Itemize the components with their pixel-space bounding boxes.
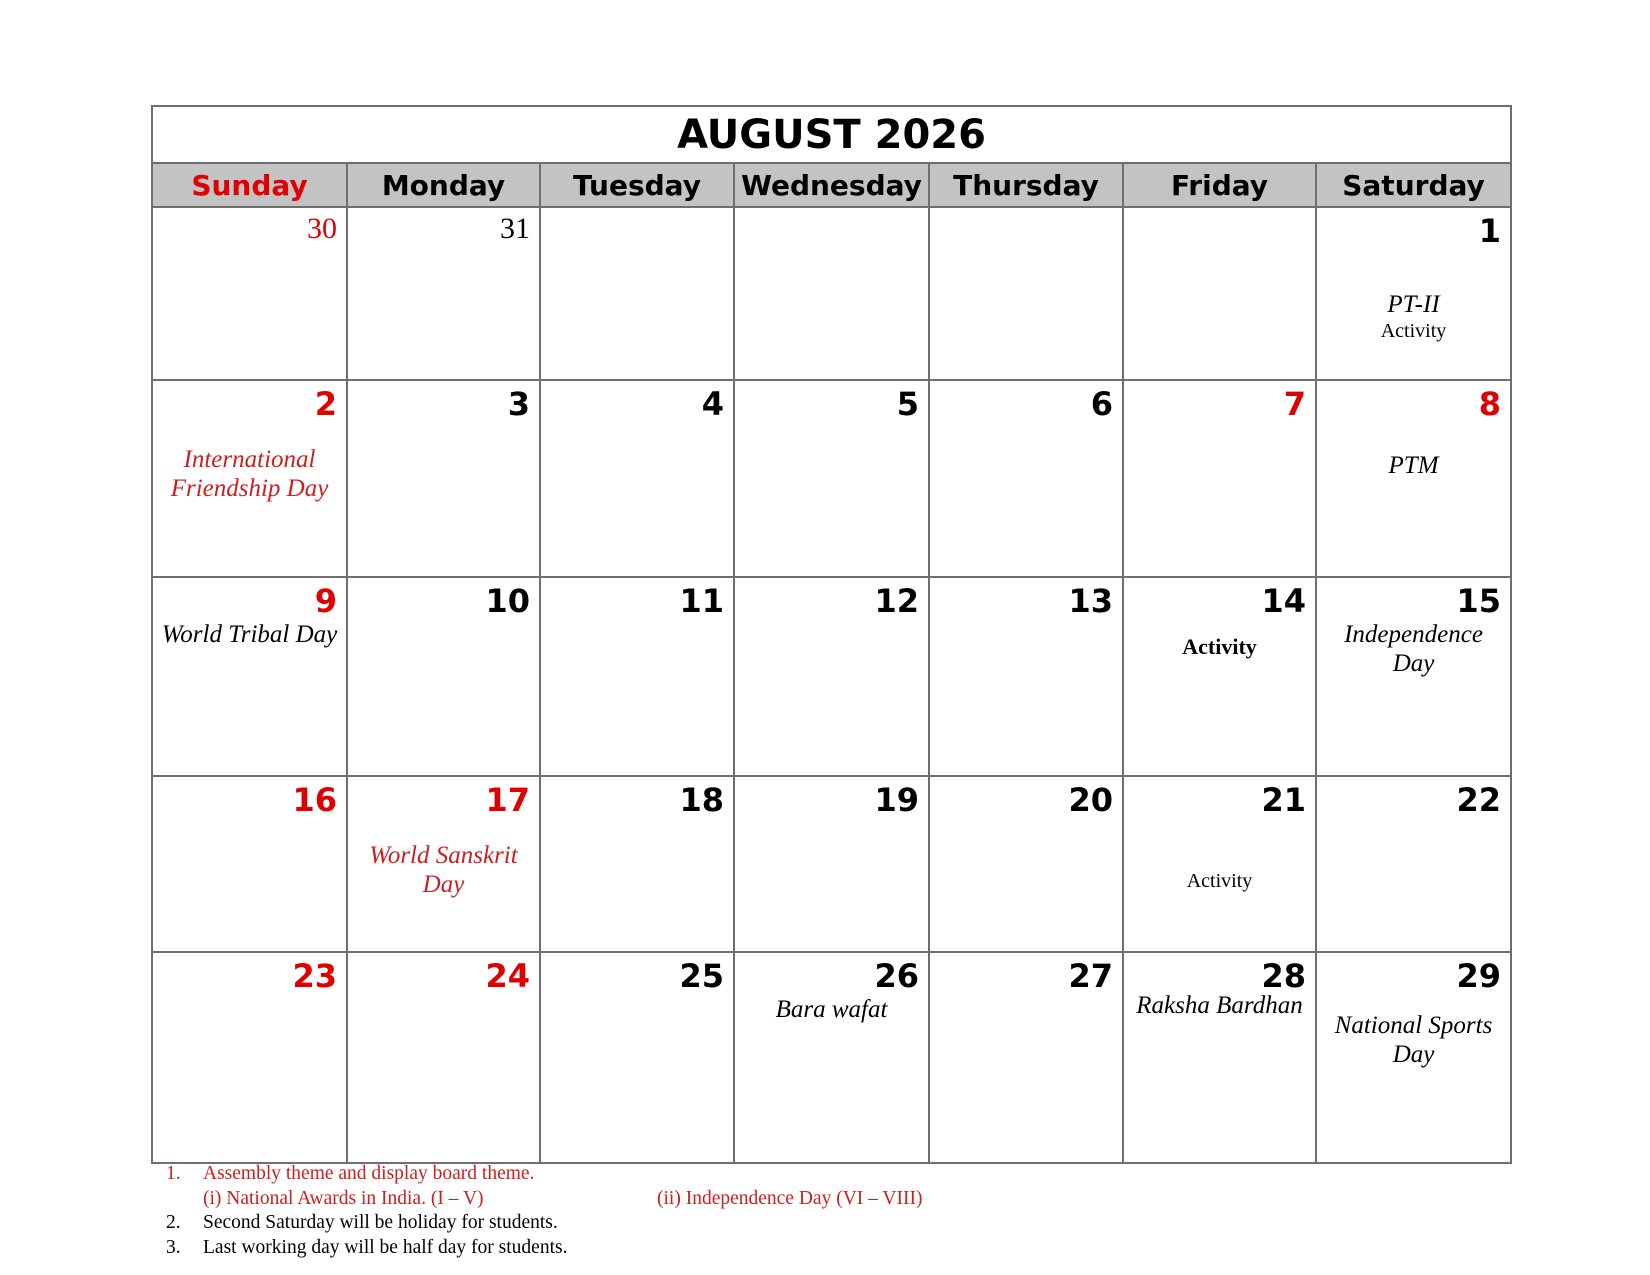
day-cell — [1123, 380, 1316, 577]
day-number — [930, 208, 1122, 212]
day-cell — [1316, 380, 1511, 577]
day-number: 5 — [896, 385, 919, 423]
event-label: PT-II — [1387, 291, 1440, 318]
day-number: 12 — [874, 582, 919, 620]
day-number: 13 — [1068, 582, 1113, 620]
week-row — [152, 207, 1511, 380]
weekday-friday: Friday — [1123, 163, 1316, 207]
day-cell — [1123, 952, 1316, 1163]
note-number: 1. — [166, 1163, 181, 1184]
day-cell — [734, 380, 929, 577]
day-cell — [734, 577, 929, 776]
event-label: National Sports Day — [1334, 1012, 1493, 1068]
note-3 — [166, 1236, 1466, 1261]
weekday-monday: Monday — [347, 163, 540, 207]
day-cell — [734, 952, 929, 1163]
day-cell — [929, 577, 1123, 776]
note-sub-item-1: (i) National Awards in India. (I – V) — [203, 1187, 484, 1209]
weekday-sunday: Sunday — [152, 163, 347, 207]
day-cell — [1316, 207, 1511, 380]
day-number: 16 — [292, 781, 337, 819]
note-text: Assembly theme and display board theme. — [203, 1163, 535, 1184]
event-label: Activity — [1186, 870, 1253, 892]
week-row — [152, 577, 1511, 776]
day-cell — [347, 380, 540, 577]
day-cell — [540, 577, 734, 776]
day-cell — [347, 207, 540, 380]
day-cell — [540, 207, 734, 380]
day-number: 22 — [1456, 781, 1502, 819]
day-number: 27 — [1068, 957, 1113, 995]
weekday-saturday: Saturday — [1316, 163, 1511, 207]
event-label: Activity — [1380, 320, 1447, 342]
week-row — [152, 952, 1511, 1163]
week-row — [152, 776, 1511, 952]
day-number: 2 — [314, 385, 337, 423]
note-number: 3. — [166, 1236, 181, 1258]
day-number: 23 — [292, 957, 337, 995]
day-number — [1124, 208, 1315, 212]
day-cell — [1123, 207, 1316, 380]
day-number — [541, 208, 733, 212]
day-number: 9 — [314, 582, 337, 620]
day-cell — [1123, 577, 1316, 776]
day-number: 30 — [307, 212, 337, 245]
day-cell — [152, 577, 347, 776]
day-number: 1 — [1478, 212, 1502, 250]
note-text: Last working day will be half day for students. — [203, 1236, 568, 1258]
day-number: 28 — [1261, 957, 1306, 995]
calendar-weeks — [152, 207, 1511, 1163]
event-label: International Friendship Day — [170, 446, 329, 502]
day-number: 3 — [507, 385, 530, 423]
day-cell — [929, 380, 1123, 577]
note-text: Second Saturday will be holiday for students. — [203, 1212, 558, 1233]
day-cell — [734, 207, 929, 380]
weekday-wednesday: Wednesday — [734, 163, 929, 207]
day-cell — [152, 952, 347, 1163]
day-number: 20 — [1068, 781, 1113, 819]
day-number: 26 — [874, 957, 919, 995]
note-1 — [166, 1162, 1466, 1187]
day-cell — [152, 380, 347, 577]
day-number: 19 — [874, 781, 919, 819]
day-number: 29 — [1456, 957, 1502, 995]
day-number: 6 — [1090, 385, 1113, 423]
day-number: 4 — [701, 385, 724, 423]
day-cell — [1123, 776, 1316, 952]
day-number: 18 — [679, 781, 724, 819]
note-number: 2. — [166, 1212, 181, 1233]
day-cell — [152, 207, 347, 380]
day-number: 25 — [679, 957, 724, 995]
day-cell — [929, 776, 1123, 952]
day-cell — [347, 577, 540, 776]
event-label: Activity — [1182, 634, 1257, 659]
day-cell — [540, 380, 734, 577]
weekday-tuesday: Tuesday — [540, 163, 734, 207]
event-label: Independence Day — [1344, 621, 1483, 677]
day-cell — [1316, 952, 1511, 1163]
day-cell — [347, 952, 540, 1163]
calendar-title: AUGUST 2026 — [152, 106, 1511, 163]
day-cell — [540, 776, 734, 952]
day-cell — [929, 952, 1123, 1163]
day-cell — [1316, 776, 1511, 952]
day-number: 8 — [1478, 385, 1502, 423]
day-number: 15 — [1456, 582, 1502, 620]
day-number: 24 — [485, 957, 530, 995]
day-cell — [734, 776, 929, 952]
event-label: PTM — [1388, 452, 1439, 479]
event-label: Raksha Bardhan — [1136, 992, 1303, 1019]
day-number: 17 — [485, 781, 530, 819]
day-number: 31 — [500, 212, 530, 245]
event-label: Bara wafat — [775, 996, 888, 1023]
day-cell — [1316, 577, 1511, 776]
weekday-thursday: Thursday — [929, 163, 1123, 207]
day-number: 11 — [679, 582, 724, 620]
note-sub-item-2: (ii) Independence Day (VI – VIII) — [657, 1187, 923, 1209]
calendar-table — [151, 105, 1512, 1164]
day-cell — [347, 776, 540, 952]
note-1-sub — [166, 1187, 1466, 1212]
day-number: 14 — [1261, 582, 1306, 620]
day-number — [735, 208, 928, 212]
day-cell — [540, 952, 734, 1163]
event-label: World Sanskrit Day — [369, 842, 518, 898]
event-label: World Tribal Day — [161, 621, 338, 648]
week-row — [152, 380, 1511, 577]
day-cell — [929, 207, 1123, 380]
note-2 — [166, 1211, 1466, 1236]
day-number: 7 — [1283, 385, 1306, 423]
day-number: 21 — [1261, 781, 1306, 819]
footnotes — [166, 1162, 1466, 1260]
day-cell — [152, 776, 347, 952]
day-number: 10 — [485, 582, 530, 620]
